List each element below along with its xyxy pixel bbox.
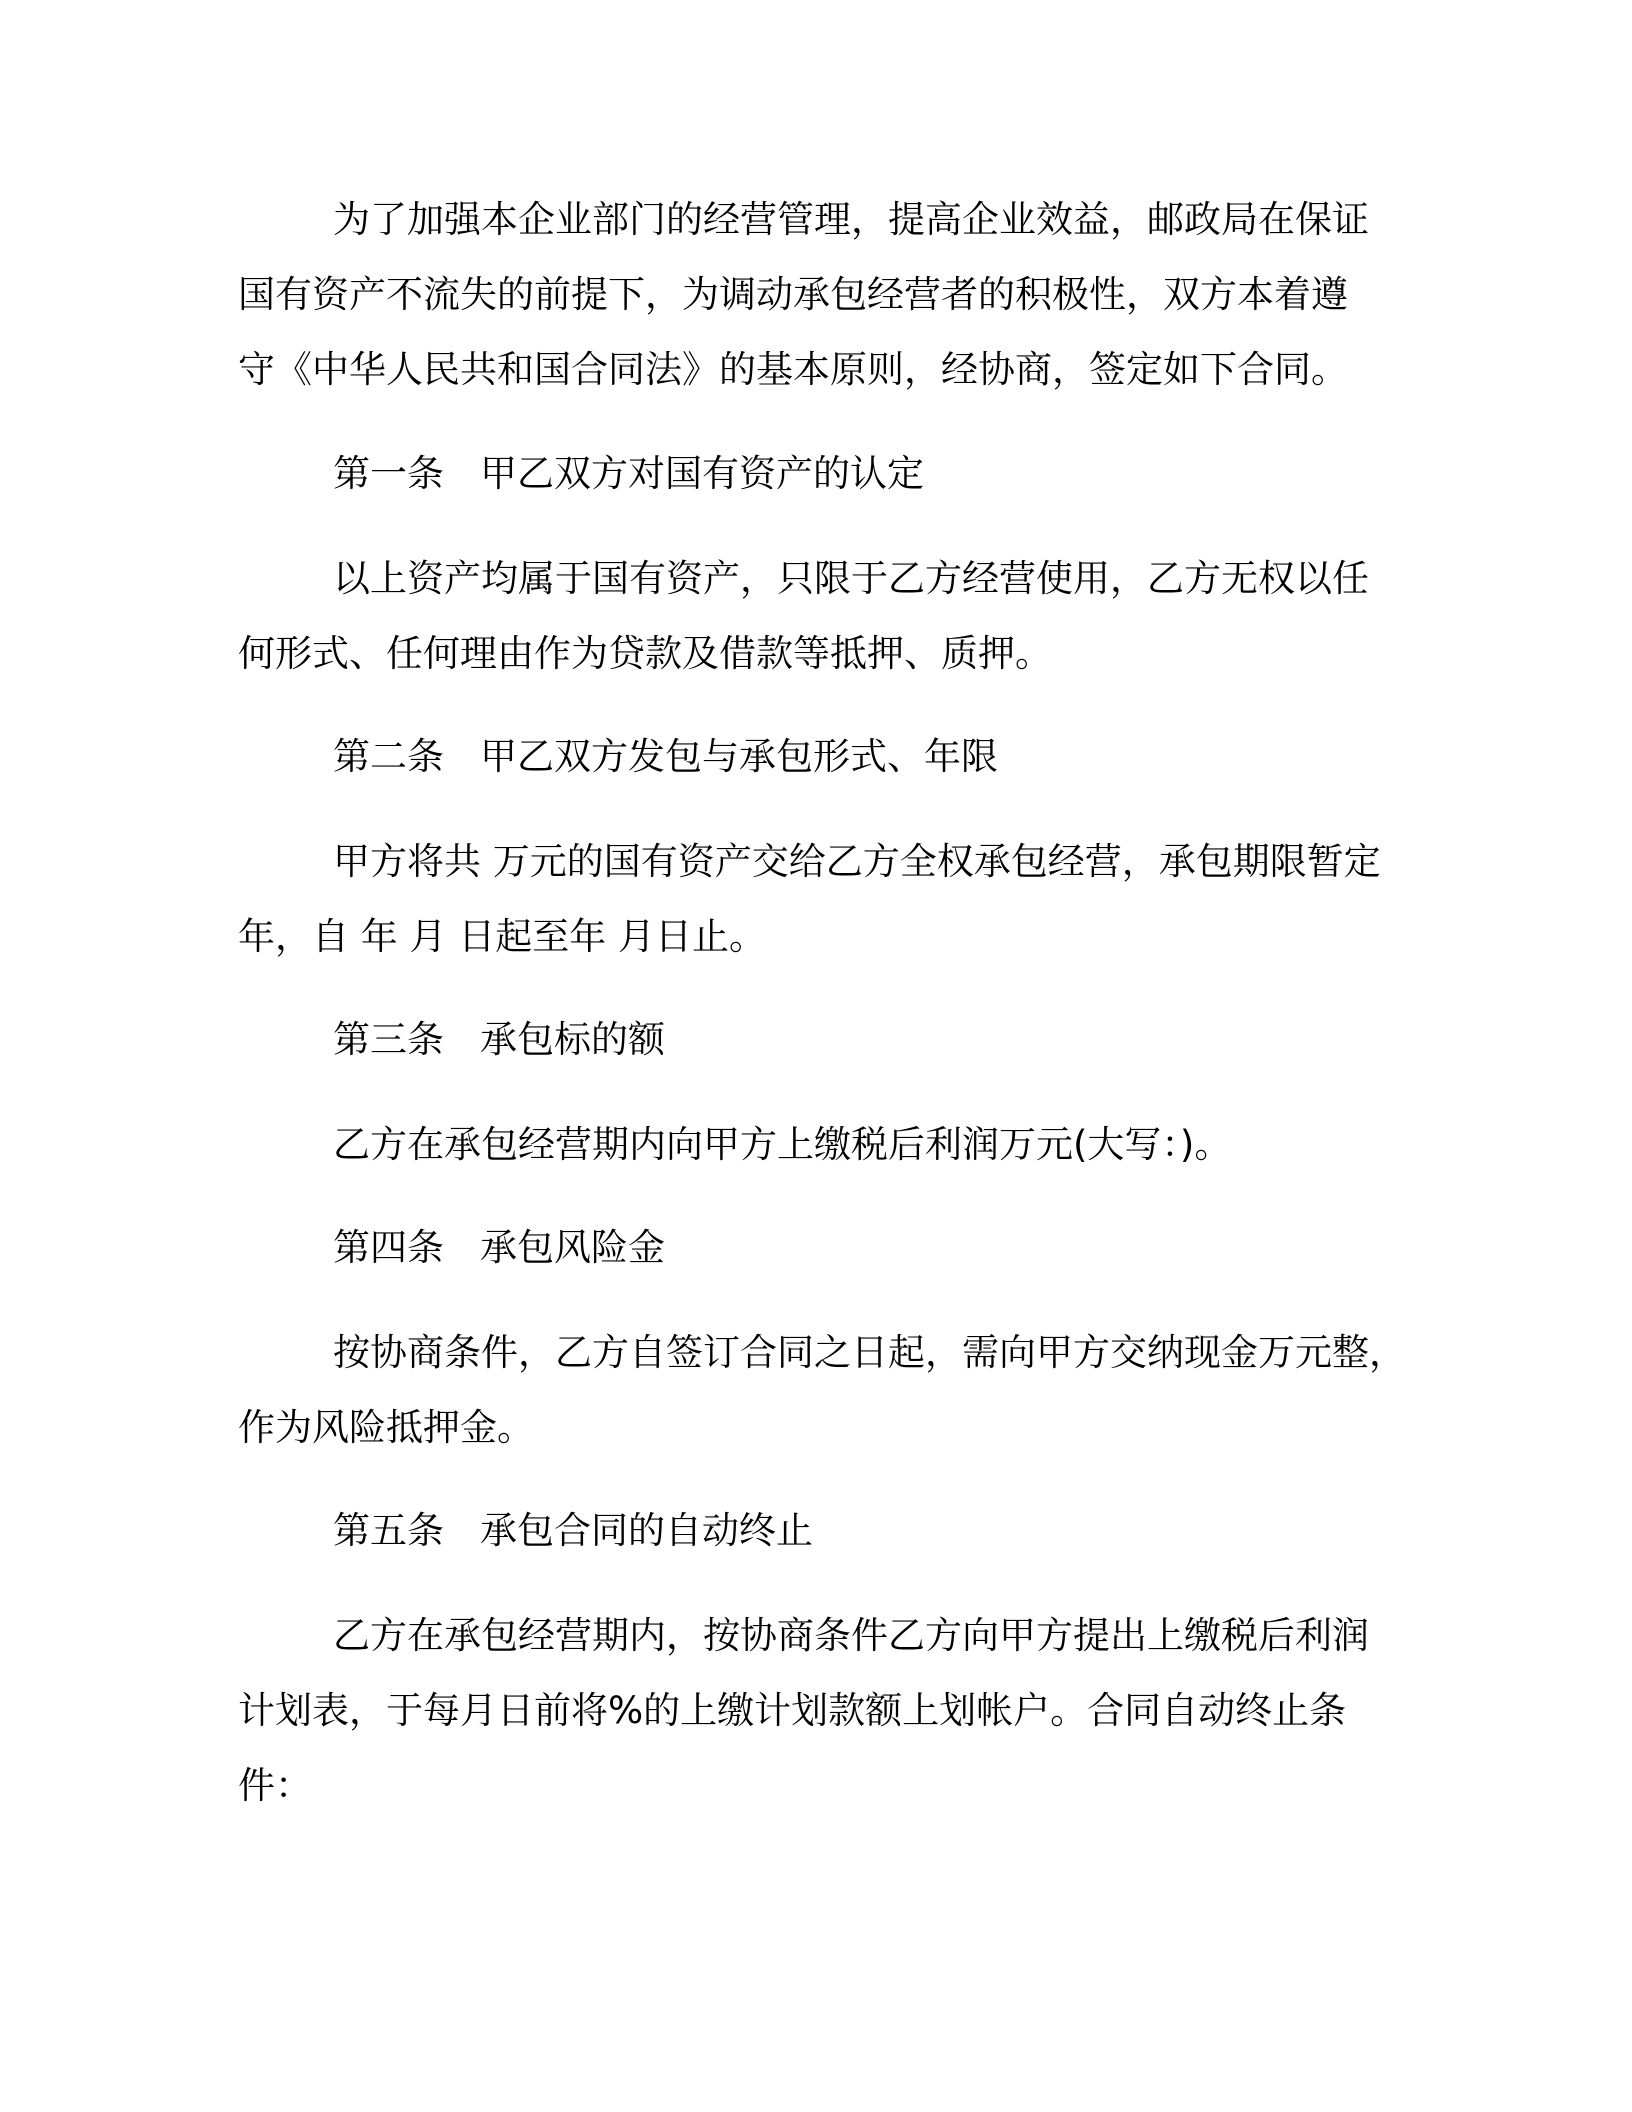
article-4-body-line-2: 作为风险抵押金。: [238, 1406, 534, 1449]
article-1-title: 甲乙双方对国有资产的认定: [480, 452, 924, 495]
article-2-heading: [333, 733, 998, 781]
article-3-number: 第三条: [333, 1018, 444, 1061]
article-5-body-line-1: 乙方在承包经营期内，按协商条件乙方向甲方提出上缴税后利润: [333, 1614, 1369, 1657]
intro-paragraph-line-3: 守《中华人民共和国合同法》的基本原则，经协商，签定如下合同。: [238, 348, 1348, 391]
article-5-heading: [333, 1507, 813, 1555]
article-5-number: 第五条: [333, 1509, 444, 1552]
article-4-number: 第四条: [333, 1226, 444, 1269]
intro-paragraph-line-2: 国有资产不流失的前提下，为调动承包经营者的积极性，双方本着遵: [238, 273, 1348, 316]
article-2-body-line-2: 年，自 年 月 日起至年 月日止。: [238, 915, 767, 958]
article-3-title: 承包标的额: [480, 1018, 665, 1061]
article-4-heading: [333, 1224, 665, 1272]
intro-paragraph-line-1: 为了加强本企业部门的经营管理，提高企业效益，邮政局在保证: [333, 198, 1369, 241]
article-3-body-line-1: 乙方在承包经营期内向甲方上缴税后利润万元(大写：)。: [333, 1123, 1232, 1166]
article-1-number: 第一条: [333, 452, 444, 495]
article-2-title: 甲乙双方发包与承包形式、年限: [480, 735, 998, 778]
article-1-heading: [333, 450, 924, 498]
article-4-title: 承包风险金: [480, 1226, 665, 1269]
article-2-body-line-1: 甲方将共 万元的国有资产交给乙方全权承包经营，承包期限暂定: [333, 840, 1381, 883]
article-3-heading: [333, 1016, 665, 1064]
article-1-body-line-2: 何形式、任何理由作为贷款及借款等抵押、质押。: [238, 632, 1052, 675]
article-5-body-line-3: 件：: [238, 1764, 312, 1807]
article-5-title: 承包合同的自动终止: [480, 1509, 813, 1552]
article-2-number: 第二条: [333, 735, 444, 778]
article-1-body-line-1: 以上资产均属于国有资产，只限于乙方经营使用，乙方无权以任: [333, 557, 1369, 600]
article-4-body-line-1: 按协商条件，乙方自签订合同之日起，需向甲方交纳现金万元整，: [333, 1331, 1406, 1374]
article-5-body-line-2: 计划表，于每月日前将%的上缴计划款额上划帐户。合同自动终止条: [238, 1689, 1347, 1732]
